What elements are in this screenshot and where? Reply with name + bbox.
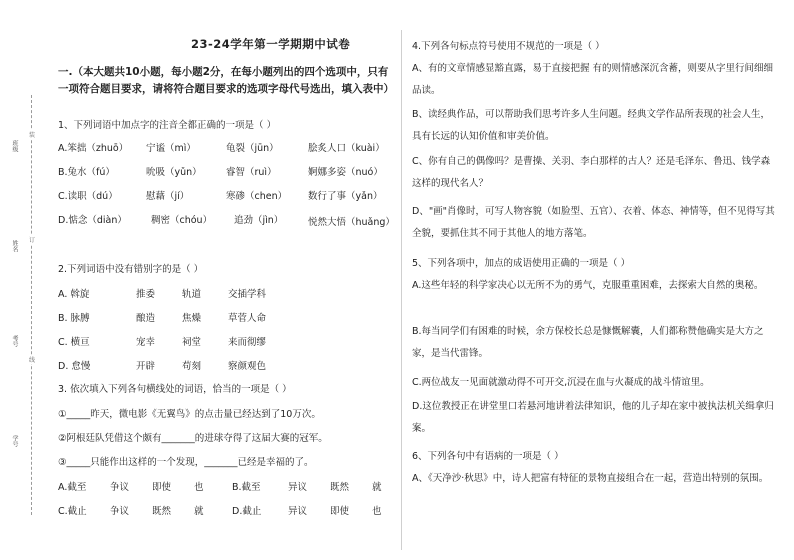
q2-option: 推委 [136, 289, 156, 300]
q2-option: 焦燥 [182, 313, 202, 324]
q2-stem: 2.下列词语中没有错别字的是（ ） [58, 264, 204, 275]
q3-option: 即使 [330, 506, 350, 517]
q4-stem: 4.下列各句标点符号使用不规范的一项是（ ） [412, 41, 605, 52]
q1-option: 数行了事（yǎn） [308, 191, 383, 202]
q3-option: 即使 [152, 482, 172, 493]
q3-option: 既然 [330, 482, 350, 493]
q5-option-a: A.这些年轻的科学家决心以无所不为的勇气，克服重重困难，去探索大自然的奥秘。 [412, 280, 764, 291]
q1-option: C.读职（dú） [58, 191, 118, 202]
fold-mark-bind: 装 [29, 132, 36, 139]
q2-option: C. 横亘 [58, 337, 90, 348]
q2-option: 开辟 [136, 361, 156, 372]
q1-option: 慰藉（jí） [146, 191, 190, 202]
q2-option: 宠幸 [136, 337, 156, 348]
q3-option: 也 [194, 482, 204, 493]
q2-option: A. 斡旋 [58, 289, 90, 300]
q3-sentence: ①_____昨天，微电影《无翼鸟》的点击量已经达到了10万次。 [58, 409, 321, 420]
q3-option: B.截至 [232, 482, 261, 493]
q5-option-d: D.这位教授正在讲堂里口若悬河地讲着法律知识，他的儿子却在家中被执法机关缉拿归案。 [412, 401, 774, 434]
q1-option: 追劲（jìn） [234, 215, 284, 226]
q2-option: 祠堂 [182, 337, 202, 348]
q3-stem: 3. 依次填入下列各句横线处的词语，恰当的一项是（ ） [58, 384, 292, 395]
exam-number-label: 考号 [11, 335, 18, 347]
q1-option: 龟裂（jūn） [226, 143, 279, 154]
fold-mark-line: 线 [29, 357, 36, 364]
q2-option: 轨道 [182, 289, 202, 300]
q1-option: 悦然大悟（huǎng） [308, 217, 395, 228]
column-divider [401, 30, 402, 550]
binding-margin [0, 0, 42, 560]
q3-option: A.截至 [58, 482, 87, 493]
q4-option-d: D、"画"肖像时，可写人物容貌（如脸型、五官）、衣着、体态、神情等，但不见得写其全貌，要抓住其不同于其他人的地方落笔。 [412, 206, 775, 239]
q3-option: 争议 [110, 482, 130, 493]
q1-stem: 1、下列词语中加点字的注音全都正确的一项是（ ） [58, 120, 277, 131]
q1-option: 宁谧（mì） [146, 143, 196, 154]
q5-option-c: C.两位战友一见面就激动得不可开交,沉浸在血与火凝成的战斗情谊里。 [412, 377, 710, 388]
class-label: 班级 [11, 140, 18, 152]
q5-option-b: B.每当同学们有困难的时候，余方保校长总是慷慨解囊，人们都称赞他确实是大方之家，是当代雷锋。 [412, 326, 764, 359]
q1-option: 寒碜（chen） [226, 191, 288, 202]
name-label: 姓名 [11, 240, 18, 252]
exam-title: 23-24学年第一学期期中试卷 [191, 37, 351, 51]
q1-option: 吮吸（yǔn） [146, 167, 202, 178]
q2-option: B. 脉膊 [58, 313, 90, 324]
q2-option: 酿造 [136, 313, 156, 324]
q1-option: 婀娜多姿（nuó） [308, 167, 383, 178]
q2-option: 来而彻缪 [228, 337, 267, 348]
q4-option-a: A、有的文章情感显豁直露，易于直接把握 有的则情感深沉含蓄，则要从字里行间细细品读。 [412, 63, 774, 96]
q2-option: 察颜观色 [228, 361, 267, 372]
q3-option: 争议 [110, 506, 130, 517]
q3-option: D.截止 [232, 506, 262, 517]
q3-sentence: ②阿根廷队凭借这个颇有_______的进球夺得了这届大赛的冠军。 [58, 433, 328, 444]
q1-option: B.兔水（fú） [58, 167, 115, 178]
q1-option: A.笨拙（zhuō） [58, 143, 129, 154]
q3-option: 就 [194, 506, 204, 517]
q6-stem: 6、下列各句中有语病的一项是（ ） [412, 451, 564, 462]
q3-option: 异议 [288, 482, 308, 493]
q3-option: C.截止 [58, 506, 87, 517]
q2-option: 苟刻 [182, 361, 202, 372]
q2-option: 草菅人命 [228, 313, 267, 324]
section-heading: 一.（本大题共10小题，每小题2分，在每小题列出的四个选项中，只有一项符合题目要求，请将符合题目要求的选项字母代号选出，填入表中） [58, 66, 394, 95]
q3-option: 也 [372, 506, 382, 517]
q3-sentence: ③_____只能作出这样的一个发现，_______已经是幸福的了。 [58, 457, 314, 468]
q5-stem: 5、下列各项中，加点的成语使用正确的一项是（ ） [412, 258, 631, 269]
q1-option: 睿智（ruì） [226, 167, 277, 178]
student-number-label: 学号 [11, 435, 18, 447]
q3-option: 异议 [288, 506, 308, 517]
q3-option: 就 [372, 482, 382, 493]
fold-mark-seal: 订 [29, 237, 36, 244]
q4-option-c: C、你有自己的偶像吗？是曹操、关羽、李白那样的古人？还是毛泽东、鲁迅、钱学森这样的现代名人？ [412, 156, 771, 189]
q2-option: D. 怠慢 [58, 361, 91, 372]
q1-option: D.惦念（diàn） [58, 215, 127, 226]
q1-option: 脍炙人口（kuài） [308, 143, 385, 154]
q3-option: 既然 [152, 506, 172, 517]
q4-option-b: B、读经典作品，可以帮助我们思考许多人生问题。经典文学作品所表现的社会人生，具有长远的认知价值和审美价值。 [412, 109, 771, 142]
q2-option: 交插学科 [228, 289, 267, 300]
q6-option-a: A、《天净沙·秋思》中，诗人把富有特征的景物直接组合在一起，营造出特别的氛围。 [412, 473, 769, 484]
binding-line [31, 95, 32, 515]
q1-option: 稠密（chóu） [151, 215, 213, 226]
